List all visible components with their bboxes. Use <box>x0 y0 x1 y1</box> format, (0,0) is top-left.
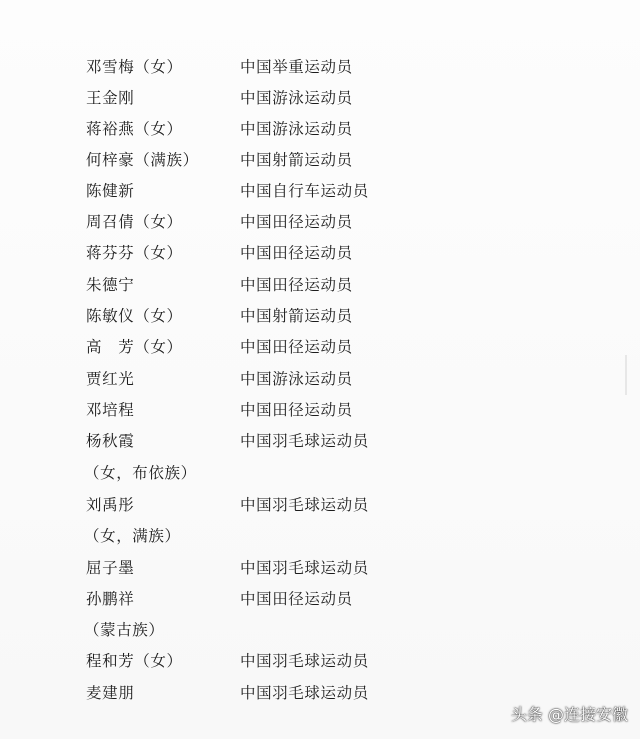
athlete-role: 中国射箭运动员 <box>240 151 353 169</box>
athlete-note: （女，布依族） <box>84 464 197 482</box>
athlete-role: 中国田径运动员 <box>240 338 353 356</box>
athlete-name: 杨秋霞 <box>86 432 135 450</box>
athlete-role: 中国羽毛球运动员 <box>240 684 369 702</box>
list-item <box>0 428 640 454</box>
athlete-name: 陈敏仪（女） <box>86 307 183 325</box>
list-item <box>0 209 640 235</box>
list-item <box>0 116 640 142</box>
list-item <box>0 54 640 80</box>
list-item <box>0 366 640 392</box>
athlete-role: 中国射箭运动员 <box>240 307 353 325</box>
athlete-note: （女，满族） <box>84 527 181 545</box>
list-item-note <box>0 617 640 643</box>
list-item <box>0 272 640 298</box>
athlete-name: 何梓豪（满族） <box>86 151 199 169</box>
athlete-name: 邓培程 <box>86 401 135 419</box>
list-item <box>0 334 640 360</box>
list-item <box>0 555 640 581</box>
athlete-role: 中国羽毛球运动员 <box>240 432 369 450</box>
athlete-name: 屈子墨 <box>86 559 135 577</box>
list-item <box>0 303 640 329</box>
athlete-name: 蒋芬芬（女） <box>86 244 183 262</box>
list-item-note <box>0 460 640 486</box>
athlete-role: 中国羽毛球运动员 <box>240 652 369 670</box>
athlete-role: 中国自行车运动员 <box>240 182 369 200</box>
athlete-role: 中国举重运动员 <box>240 58 353 76</box>
athlete-name: 孙鹏祥 <box>86 590 135 608</box>
list-item-note <box>0 523 640 549</box>
athlete-note: （蒙古族） <box>84 621 165 639</box>
athlete-name: 周召倩（女） <box>86 213 183 231</box>
athlete-name: 刘禹彤 <box>86 496 135 514</box>
athlete-name: 王金刚 <box>86 89 135 107</box>
athlete-name: 蒋裕燕（女） <box>86 120 183 138</box>
athlete-role: 中国田径运动员 <box>240 276 353 294</box>
source-watermark: 头条 @连接安徽 <box>510 705 628 724</box>
athlete-role: 中国游泳运动员 <box>240 89 353 107</box>
list-item <box>0 648 640 674</box>
athlete-role: 中国田径运动员 <box>240 244 353 262</box>
list-item <box>0 178 640 204</box>
athlete-name: 邓雪梅（女） <box>86 58 183 76</box>
athlete-role: 中国游泳运动员 <box>240 120 353 138</box>
list-item <box>0 397 640 423</box>
athlete-name: 朱德宁 <box>86 276 135 294</box>
athlete-name: 麦建朋 <box>86 684 135 702</box>
list-item <box>0 586 640 612</box>
athlete-name: 贾红光 <box>86 370 135 388</box>
athlete-role: 中国游泳运动员 <box>240 370 353 388</box>
athlete-role: 中国羽毛球运动员 <box>240 496 369 514</box>
athlete-role: 中国田径运动员 <box>240 401 353 419</box>
list-item <box>0 492 640 518</box>
list-item <box>0 147 640 173</box>
list-item <box>0 240 640 266</box>
athlete-role: 中国田径运动员 <box>240 590 353 608</box>
athlete-name: 程和芳（女） <box>86 652 183 670</box>
athlete-role: 中国田径运动员 <box>240 213 353 231</box>
athlete-name: 陈健新 <box>86 182 135 200</box>
athlete-name: 高 芳（女） <box>86 338 183 356</box>
list-item <box>0 85 640 111</box>
athlete-role: 中国羽毛球运动员 <box>240 559 369 577</box>
